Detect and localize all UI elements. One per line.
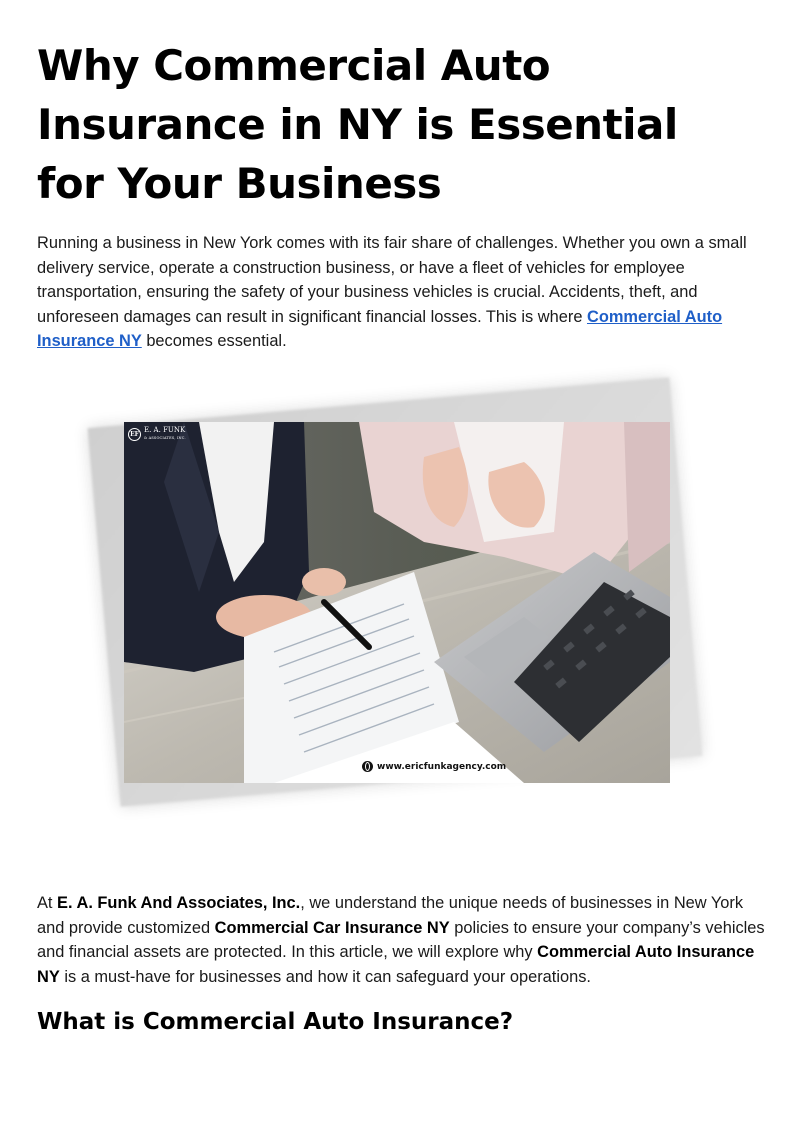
article-figure <box>95 380 705 830</box>
article-photo <box>124 422 670 783</box>
section-heading: What is Commercial Auto Insurance? <box>37 1009 514 1035</box>
about-text-4: is a must-have for businesses and how it can safeguard your operations. <box>59 967 591 986</box>
logo-emblem-icon: EF <box>128 428 141 441</box>
about-text-3: policies to ensure your company’s vehicles and financial assets are protected. In this article, we will explore why <box>37 918 765 961</box>
logo-wordmark <box>144 427 186 442</box>
office-meeting-illustration <box>124 422 670 783</box>
about-paragraph <box>37 891 767 989</box>
agency-logo <box>128 426 186 442</box>
keyword-commercial-auto-insurance: Commercial Auto Insurance NY <box>37 943 755 986</box>
intro-paragraph <box>37 231 759 354</box>
logo-subtext: & ASSOCIATES, INC. <box>144 435 186 440</box>
about-text-2: , we understand the unique needs of businesses in New York and provide customized <box>37 894 744 937</box>
company-name: E. A. Funk And Associates, Inc. <box>57 894 301 912</box>
intro-text-before: Running a business in New York comes with its fair share of challenges. Whether you own a small delivery service, operate a construction business, or have a fleet of vehicles for employee transportation, ensuring the safety of your business vehicles is crucial. Accidents, theft, and unforeseen damages can result in significant financial losses. This is where <box>37 234 747 326</box>
website-caption <box>362 761 506 772</box>
page-title: Why Commercial Auto Insurance in NY is Essential for Your Business <box>37 41 678 208</box>
about-text-1: At <box>37 894 58 912</box>
keyword-commercial-car-insurance: Commercial Car Insurance NY <box>214 918 450 937</box>
logo-text: E. A. FUNK <box>144 425 186 434</box>
globe-icon <box>362 761 373 772</box>
intro-text-after: becomes essential. <box>141 332 287 350</box>
commercial-auto-insurance-link[interactable]: Commercial Auto Insurance NY <box>37 307 723 350</box>
website-url: www.ericfunkagency.com <box>377 761 507 772</box>
